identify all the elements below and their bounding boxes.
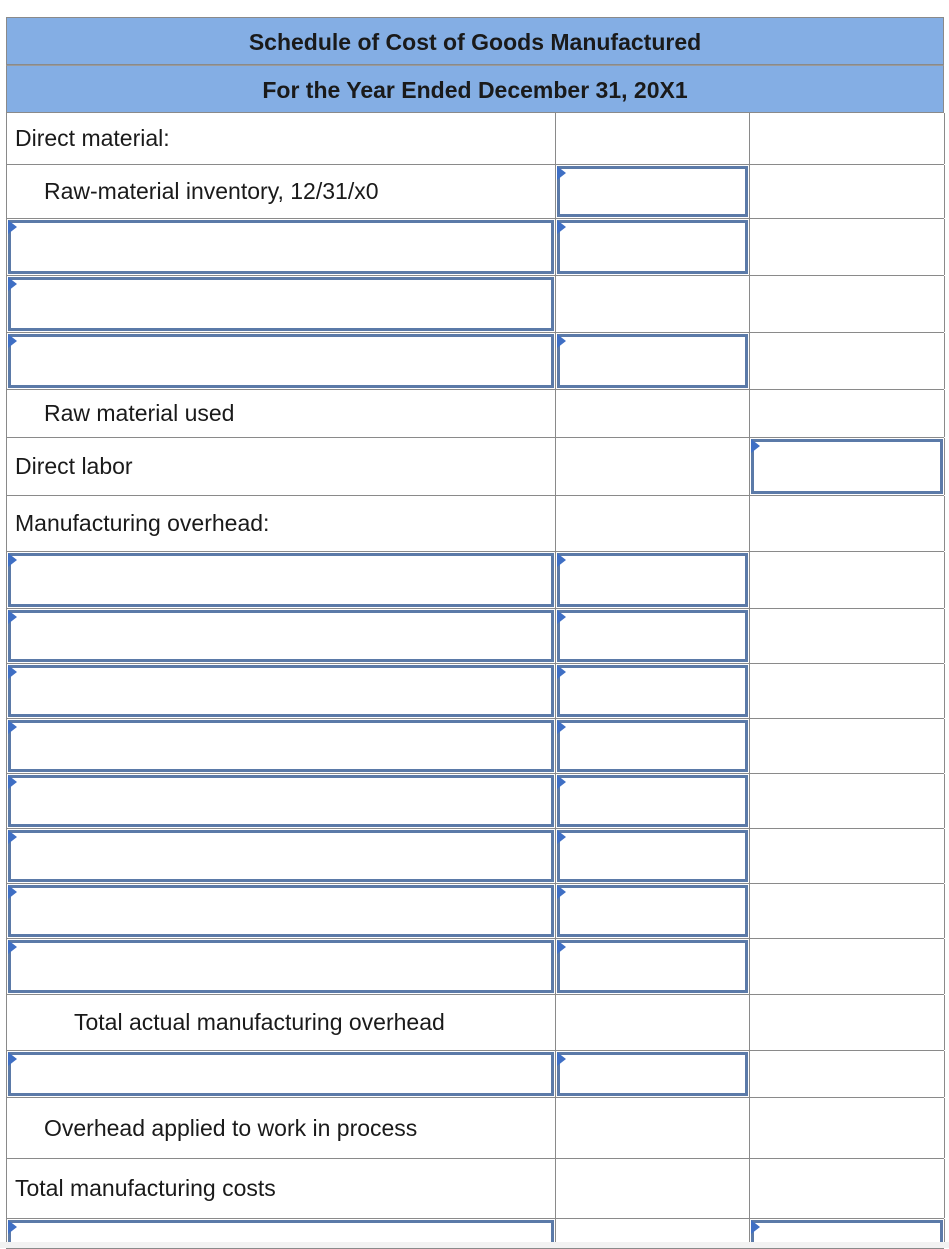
total-cell bbox=[750, 1051, 945, 1097]
account-select[interactable] bbox=[8, 1052, 554, 1096]
amount-cell[interactable] bbox=[556, 609, 750, 663]
amount-input[interactable] bbox=[557, 610, 748, 662]
schedule-row bbox=[6, 113, 944, 165]
row-label: Total manufacturing costs bbox=[15, 1175, 276, 1201]
amount-cell[interactable] bbox=[556, 719, 750, 773]
total-cell bbox=[750, 664, 945, 718]
total-cell bbox=[750, 939, 945, 994]
amount-input[interactable] bbox=[557, 830, 748, 882]
schedule-period: For the Year Ended December 31, 20X1 bbox=[6, 65, 944, 113]
schedule-row bbox=[6, 333, 944, 390]
schedule-row bbox=[6, 438, 944, 496]
total-cell bbox=[750, 276, 945, 332]
schedule-title: Schedule of Cost of Goods Manufactured bbox=[6, 17, 944, 65]
schedule-row bbox=[6, 884, 944, 939]
amount-cell[interactable] bbox=[556, 829, 750, 883]
amount-input[interactable] bbox=[557, 166, 748, 217]
amount-cell[interactable] bbox=[556, 1051, 750, 1097]
total-cell bbox=[750, 390, 945, 437]
label-cell bbox=[7, 165, 556, 218]
label-cell[interactable] bbox=[7, 609, 556, 663]
amount-cell bbox=[556, 496, 750, 551]
total-cell bbox=[750, 829, 945, 883]
schedule-row bbox=[6, 939, 944, 995]
schedule-row bbox=[6, 774, 944, 829]
total-cell bbox=[750, 774, 945, 828]
row-label: Raw material used bbox=[44, 400, 235, 426]
total-cell bbox=[750, 609, 945, 663]
amount-cell[interactable] bbox=[556, 165, 750, 218]
label-cell bbox=[7, 1159, 556, 1218]
account-select[interactable] bbox=[8, 610, 554, 662]
account-select[interactable] bbox=[8, 775, 554, 827]
schedule-row bbox=[6, 609, 944, 664]
account-select[interactable] bbox=[8, 553, 554, 607]
amount-cell bbox=[556, 1159, 750, 1218]
schedule-row bbox=[6, 1159, 944, 1219]
amount-cell[interactable] bbox=[556, 333, 750, 389]
schedule-row bbox=[6, 165, 944, 219]
schedule-row bbox=[6, 552, 944, 609]
total-cell bbox=[750, 1098, 945, 1158]
label-cell[interactable] bbox=[7, 884, 556, 938]
amount-cell[interactable] bbox=[556, 219, 750, 275]
label-cell bbox=[7, 438, 556, 495]
total-cell bbox=[750, 333, 945, 389]
label-cell[interactable] bbox=[7, 664, 556, 718]
schedule-row bbox=[6, 664, 944, 719]
schedule-row bbox=[6, 1051, 944, 1098]
account-select[interactable] bbox=[8, 277, 554, 331]
row-label: Total actual manufacturing overhead bbox=[74, 1009, 445, 1035]
account-select[interactable] bbox=[8, 220, 554, 274]
total-cell bbox=[750, 1159, 945, 1218]
total-cell[interactable] bbox=[750, 438, 945, 495]
label-cell[interactable] bbox=[7, 552, 556, 608]
label-cell bbox=[7, 1098, 556, 1158]
amount-input[interactable] bbox=[557, 720, 748, 772]
schedule-row bbox=[6, 496, 944, 552]
account-select[interactable] bbox=[8, 334, 554, 388]
label-cell bbox=[7, 496, 556, 551]
label-cell[interactable] bbox=[7, 774, 556, 828]
cogm-schedule bbox=[6, 17, 944, 1249]
amount-cell[interactable] bbox=[556, 664, 750, 718]
row-label: Direct material: bbox=[15, 125, 170, 151]
amount-cell[interactable] bbox=[556, 884, 750, 938]
page-bottom-strip bbox=[0, 1242, 949, 1248]
label-cell[interactable] bbox=[7, 719, 556, 773]
label-cell[interactable] bbox=[7, 333, 556, 389]
total-cell bbox=[750, 165, 945, 218]
amount-cell bbox=[556, 995, 750, 1050]
account-select[interactable] bbox=[8, 830, 554, 882]
account-select[interactable] bbox=[8, 720, 554, 772]
amount-input[interactable] bbox=[751, 439, 943, 494]
schedule-row bbox=[6, 219, 944, 276]
amount-input[interactable] bbox=[557, 553, 748, 607]
amount-input[interactable] bbox=[557, 220, 748, 274]
account-select[interactable] bbox=[8, 885, 554, 937]
schedule-row bbox=[6, 276, 944, 333]
row-label: Raw-material inventory, 12/31/x0 bbox=[44, 178, 379, 204]
amount-cell bbox=[556, 1098, 750, 1158]
row-label: Manufacturing overhead: bbox=[15, 510, 270, 536]
label-cell bbox=[7, 113, 556, 164]
amount-input[interactable] bbox=[557, 1052, 748, 1096]
total-cell bbox=[750, 113, 945, 164]
label-cell[interactable] bbox=[7, 276, 556, 332]
total-cell bbox=[750, 995, 945, 1050]
amount-cell[interactable] bbox=[556, 939, 750, 994]
schedule-row bbox=[6, 995, 944, 1051]
label-cell[interactable] bbox=[7, 1051, 556, 1097]
amount-input[interactable] bbox=[557, 885, 748, 937]
total-cell bbox=[750, 719, 945, 773]
label-cell bbox=[7, 390, 556, 437]
total-cell bbox=[750, 219, 945, 275]
schedule-row bbox=[6, 1098, 944, 1159]
amount-cell[interactable] bbox=[556, 774, 750, 828]
row-label: Direct labor bbox=[15, 453, 133, 479]
amount-cell bbox=[556, 276, 750, 332]
amount-cell bbox=[556, 438, 750, 495]
label-cell[interactable] bbox=[7, 219, 556, 275]
schedule-rows bbox=[6, 113, 944, 1249]
amount-input[interactable] bbox=[557, 940, 748, 993]
schedule-row bbox=[6, 719, 944, 774]
row-label: Overhead applied to work in process bbox=[44, 1114, 418, 1141]
label-cell bbox=[7, 995, 556, 1050]
amount-input[interactable] bbox=[557, 775, 748, 827]
amount-cell bbox=[556, 113, 750, 164]
total-cell bbox=[750, 552, 945, 608]
label-cell[interactable] bbox=[7, 829, 556, 883]
total-cell bbox=[750, 496, 945, 551]
schedule-row bbox=[6, 390, 944, 438]
account-select[interactable] bbox=[8, 940, 554, 993]
account-select[interactable] bbox=[8, 665, 554, 717]
amount-cell bbox=[556, 390, 750, 437]
amount-cell[interactable] bbox=[556, 552, 750, 608]
label-cell[interactable] bbox=[7, 939, 556, 994]
schedule-row bbox=[6, 829, 944, 884]
amount-input[interactable] bbox=[557, 334, 748, 388]
amount-input[interactable] bbox=[557, 665, 748, 717]
total-cell bbox=[750, 884, 945, 938]
